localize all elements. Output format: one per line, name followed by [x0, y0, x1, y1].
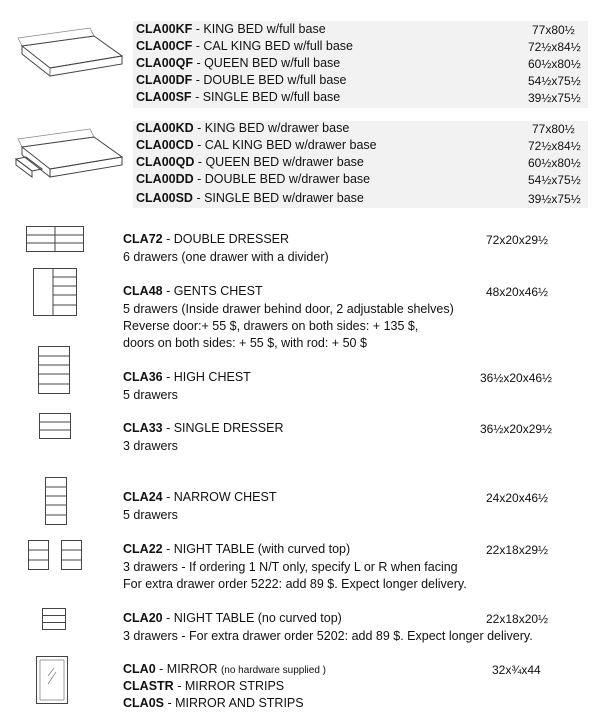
bed-drawer-base-icon — [10, 125, 128, 191]
product-detail: 6 drawers (one drawer with a divider) — [123, 250, 329, 264]
night-table-no-curve-icon — [42, 608, 66, 630]
item-dimensions: 54½x75½ — [528, 74, 581, 88]
item-dimensions: 60½x80½ — [528, 156, 581, 170]
product-name: - GENTS CHEST — [166, 284, 263, 298]
product-detail: 3 drawers — [123, 439, 178, 453]
product-name: - NARROW CHEST — [166, 490, 277, 504]
product-name: - MIRROR AND STRIPS — [167, 696, 304, 710]
list-item: CLA00SD - SINGLE BED w/drawer base — [136, 191, 364, 205]
product-code: CLA20 — [123, 611, 163, 625]
product-name: - DOUBLE DRESSER — [166, 232, 290, 246]
product-note: (no hardware supplied ) — [220, 665, 327, 676]
high-chest-icon — [38, 346, 70, 394]
item-dimensions: 72½x84½ — [528, 40, 581, 54]
product-detail: For extra drawer order 5222: add 89 $. Expect longer delivery. — [123, 577, 467, 591]
list-item: CLA00CF - CAL KING BED w/full base — [136, 39, 353, 53]
product-name: - HIGH CHEST — [166, 370, 251, 384]
night-table-curved-icon — [28, 540, 82, 570]
narrow-chest-icon — [45, 477, 67, 525]
product-code: CLA48 — [123, 284, 163, 298]
product-detail: doors on both sides: + 55 $, with rod: + 50 $ — [123, 336, 367, 350]
product-detail: 5 drawers — [123, 508, 178, 522]
list-item: CLA00DF - DOUBLE BED w/full base — [136, 73, 347, 87]
product-detail: 5 drawers (Inside drawer behind door, 2 adjustable shelves) — [123, 302, 454, 316]
product-name: - NIGHT TABLE (with curved top) — [166, 542, 351, 556]
product-name: - MIRROR — [159, 662, 218, 676]
product-code: CLA0 — [123, 662, 156, 676]
single-dresser-icon — [39, 413, 71, 439]
product-code: CLA72 — [123, 232, 163, 246]
item-dimensions: 72½x84½ — [528, 139, 581, 153]
product-dimensions: 22x18x29½ — [486, 543, 549, 557]
product-code: CLA36 — [123, 370, 163, 384]
item-dimensions: 77x80½ — [532, 122, 575, 136]
list-item: CLA00CD - CAL KING BED w/drawer base — [136, 138, 377, 152]
product-detail: Reverse door:+ 55 $, drawers on both sides: + 135 $, — [123, 319, 419, 333]
product-name: - MIRROR STRIPS — [177, 679, 285, 693]
item-dimensions: 54½x75½ — [528, 173, 581, 187]
product-code: CLA0S — [123, 696, 164, 710]
product-detail: 3 drawers - If ordering 1 N/T only, specify L or R when facing — [123, 560, 458, 574]
product-dimensions: 48x20x46½ — [486, 285, 549, 299]
product-dimensions: 32x¾x44 — [492, 663, 541, 677]
bed-full-base-icon — [10, 24, 128, 84]
double-dresser-icon — [26, 226, 84, 252]
list-item: CLA00KF - KING BED w/full base — [136, 22, 326, 36]
product-dimensions: 22x18x20½ — [486, 612, 549, 626]
product-name: - NIGHT TABLE (no curved top) — [166, 611, 342, 625]
list-item: CLA00QD - QUEEN BED w/drawer base — [136, 155, 364, 169]
item-dimensions: 39½x75½ — [528, 91, 581, 105]
list-item: CLA00SF - SINGLE BED w/full base — [136, 90, 341, 104]
product-detail: 3 drawers - For extra drawer order 5202: add 89 $. Expect longer delivery. — [123, 629, 533, 643]
list-item: CLA00QF - QUEEN BED w/full base — [136, 56, 341, 70]
item-dimensions: 39½x75½ — [528, 192, 581, 206]
product-dimensions: 24x20x46½ — [486, 491, 549, 505]
product-code: CLASTR — [123, 679, 174, 693]
product-code: CLA33 — [123, 421, 163, 435]
product-dimensions: 36½x20x29½ — [480, 422, 553, 436]
gents-chest-icon — [33, 268, 77, 316]
product-name: - SINGLE DRESSER — [166, 421, 284, 435]
list-item: CLA00DD - DOUBLE BED w/drawer base — [136, 172, 371, 186]
product-dimensions: 72x20x29½ — [486, 233, 549, 247]
list-item: CLA00KD - KING BED w/drawer base — [136, 121, 350, 135]
item-dimensions: 77x80½ — [532, 23, 575, 37]
mirror-icon — [36, 656, 68, 704]
product-detail: 5 drawers — [123, 388, 178, 402]
product-code: CLA22 — [123, 542, 163, 556]
product-dimensions: 36½x20x46½ — [480, 371, 553, 385]
product-code: CLA24 — [123, 490, 163, 504]
item-dimensions: 60½x80½ — [528, 57, 581, 71]
